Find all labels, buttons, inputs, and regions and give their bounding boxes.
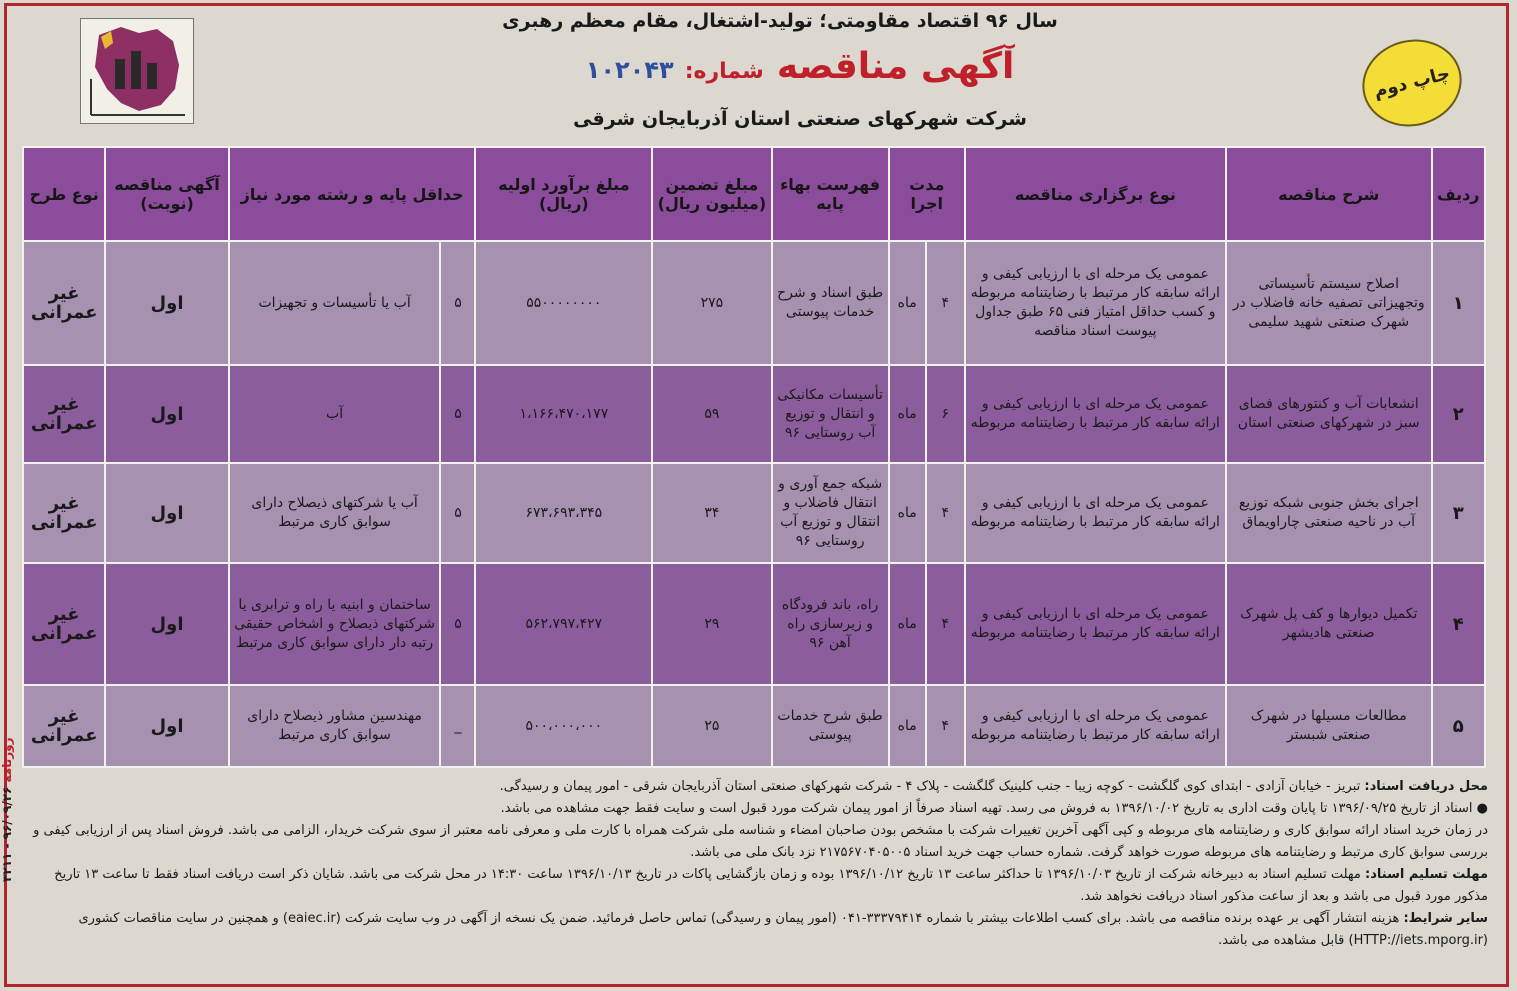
row-grade-number: _ [440,685,475,767]
document-location-label: محل دریافت اسناد: [1364,779,1488,794]
row-estimate: ۵۵۰۰۰۰۰۰۰۰ [475,241,652,365]
row-guarantee: ۵۹ [652,365,771,463]
row-kind: غیر عمرانی [23,365,105,463]
row-duration-number: ۶ [926,365,965,463]
row-grade: آب یا شرکتهای ذیصلاح دارای سوابق کاری مرتبط [229,463,441,563]
row-grade: مهندسین مشاور ذیصلاح دارای سوابق کاری مرتبط [229,685,441,767]
row-turn: اول [105,241,228,365]
submission-deadline-text: مهلت تسلیم اسناد به دبیرخانه شرکت از تاریخ ۱۳۹۶/۱۰/۰۳ تا حداکثر ساعت ۱۳ تاریخ ۱۳۹۶/۱۰/۱۲ بوده و زمان بازگشایی پاکات در تاریخ ۱۳۹۶/۱۰/۱۳ ساعت ۱۴:۳۰ در محل شرکت می باشد. شایان ذکر است دریافت اسناد فقط تا ساعت ۱۳ تاریخ مذکور مورد قبول می باشد و بعد از ساعت مذکور اسناد دریافت نخواهد شد. [54,867,1488,904]
table-row [23,563,1485,685]
row-pricelist: طبق اسناد و شرح خدمات پیوستی [772,241,889,365]
row-grade: آب یا تأسیسات و تجهیزات [229,241,441,365]
document-location-text: تبریز - خیابان آزادی - ابتدای کوی گلگشت - کوچه زیبا - جنب کلینیک گلگشت - پلاک ۴ - شرکت شهرکهای صنعتی استان آذربایجان شرقی - امور پیمان و رسیدگی. [499,779,1361,794]
header-guarantee: مبلغ تضمین (میلیون ریال) [652,147,771,241]
header-grade: حداقل پایه و رشته مورد نیاز [229,147,476,241]
row-kind: غیر عمرانی [23,563,105,685]
row-duration-unit: ماه [889,463,926,563]
header-description: شرح مناقصه [1226,147,1432,241]
row-grade-number: ۵ [440,365,475,463]
other-conditions-label: سایر شرایط: [1403,911,1488,926]
row-pricelist: راه، باند فرودگاه و زیرسازی راه آهن ۹۶ [772,563,889,685]
second-print-badge: چاپ دوم [1353,29,1471,137]
slogan: سال ۹۶ اقتصاد مقاومتی؛ تولید-اشتغال، مقام معظم رهبری [502,10,1058,32]
header-estimate: مبلغ برآورد اولیه (ریال) [475,147,652,241]
tender-number: ۱۰۲۰۴۳ [585,56,674,84]
table-row [23,463,1485,563]
row-turn: اول [105,563,228,685]
purchase-requirements: در زمان خرید اسناد ارائه سوابق کاری و رضایتنامه های مربوطه و کپی آگهی آخرین تغییرات شرکت با مشخص بودن صاحبان امضاء و شناسه ملی شرکت همراه با کارت ملی و معرفی نامه معتبر از سوی شرکت خریدار، الزامی می باشد. فروش اسناد پس از ارزیابی کیفی و بررسی سوابق کاری مرتبط و رضایتنامه های مربوطه صورت خواهد گرفت. شماره حساب جهت خرید اسناد ۲۱۷۵۶۷۰۴۰۵۰۰۵ نزد بانک ملی می باشد. [33,823,1488,860]
row-description: اصلاح سیستم تأسیساتی وتجهیزاتی تصفیه خانه فاضلاب در شهرک صنعتی شهید سلیمی [1226,241,1432,365]
row-duration-number: ۴ [926,563,965,685]
row-number: ۲ [1432,365,1485,463]
row-pricelist: تأسیسات مکانیکی و انتقال و توزیع آب روستایی ۹۶ [772,365,889,463]
row-number: ۳ [1432,463,1485,563]
terms-section [30,776,1488,952]
row-estimate: ۵۰۰،۰۰۰،۰۰۰ [475,685,652,767]
table-row [23,365,1485,463]
other-conditions [30,908,1488,952]
row-method: عمومی یک مرحله ای با ارزیابی کیفی و ارائه سابقه کار مرتبط با رضایتنامه مربوطه [965,563,1226,685]
row-duration-unit: ماه [889,563,926,685]
row-duration-unit: ماه [889,685,926,767]
row-kind: غیر عمرانی [23,463,105,563]
row-grade-number: ۵ [440,563,475,685]
row-guarantee: ۲۷۵ [652,241,771,365]
row-description: اجرای بخش جنوبی شبکه توزیع آب در ناحیه صنعتی چاراویماق [1226,463,1432,563]
other-conditions-text: هزینه انتشار آگهی بر عهده برنده مناقصه می باشد. برای کسب اطلاعات بیشتر با شماره ۳۳۳۷۹۴۱۴-۰۴۱ (امور پیمان و رسیدگی) تماس حاصل فرمائید. ضمن یک نسخه از آگهی در وب سایت شرکت (eaiec.ir) و همچنین در سایت مناقصات کشوری (HTTP://iets.mporg.ir) قابل مشاهده می باشد. [78,911,1488,948]
table-row [23,685,1485,767]
row-estimate: ۶۷۳،۶۹۳،۳۴۵ [475,463,652,563]
ad-title-block [560,46,1040,87]
company-name: شرکت شهرکهای صنعتی استان آذربایجان شرقی [573,108,1027,130]
header-pricelist: فهرست بهاء پایه [772,147,889,241]
row-method: عمومی یک مرحله ای با ارزیابی کیفی و ارائه سابقه کار مرتبط با رضایتنامه مربوطه [965,685,1226,767]
sale-period: ● اسناد از تاریخ ۱۳۹۶/۰۹/۲۵ تا پایان وقت اداری به تاریخ ۱۳۹۶/۱۰/۰۲ به فروش می رسد. تهیه اسناد صرفاً از امور پیمان شرکت مورد قبول است و سایت فقط جهت مشاهده می باشد. [500,801,1488,816]
submission-deadline-label: مهلت تسلیم اسناد: [1365,867,1488,882]
header-duration: مدت اجرا [889,147,965,241]
row-description: انشعابات آب و کنتورهای فضای سبز در شهرکهای صنعتی استان [1226,365,1432,463]
row-description: تکمیل دیوارها و کف پل شهرک صنعتی هادیشهر [1226,563,1432,685]
newspaper-ref: ۹۶/۰۹/۲۶ - ۳۲۱۱ [0,786,14,883]
row-number: ۱ [1432,241,1485,365]
submission-deadline [30,864,1488,908]
row-grade-number: ۵ [440,463,475,563]
row-duration-unit: ماه [889,365,926,463]
header-turn: آگهی مناقصه (نوبت) [105,147,228,241]
row-duration-number: ۴ [926,241,965,365]
row-guarantee: ۳۴ [652,463,771,563]
row-duration-number: ۴ [926,685,965,767]
row-duration-number: ۴ [926,463,965,563]
row-estimate: ۱،۱۶۶،۴۷۰،۱۷۷ [475,365,652,463]
header-method: نوع برگزاری مناقصه [965,147,1226,241]
row-method: عمومی یک مرحله ای با ارزیابی کیفی و ارائه سابقه کار مرتبط با رضایتنامه مربوطه [965,463,1226,563]
row-grade-number: ۵ [440,241,475,365]
row-number: ۵ [1432,685,1485,767]
row-guarantee: ۲۵ [652,685,771,767]
header-row-number: ردیف [1432,147,1485,241]
ad-title: آگهی مناقصه [776,46,1015,87]
row-duration-unit: ماه [889,241,926,365]
row-pricelist: شبکه جمع آوری و انتقال فاضلاب و انتقال و توزیع آب روستایی ۹۶ [772,463,889,563]
row-kind: غیر عمرانی [23,241,105,365]
company-logo [80,18,194,124]
row-method: عمومی یک مرحله ای با ارزیابی کیفی و ارائه سابقه کار مرتبط با رضایتنامه مربوطه [965,365,1226,463]
row-kind: غیر عمرانی [23,685,105,767]
document-location [30,776,1488,798]
number-label: شماره: [684,59,764,84]
row-number: ۴ [1432,563,1485,685]
newspaper-name: روزنامه [0,737,14,783]
row-guarantee: ۲۹ [652,563,771,685]
row-grade: آب [229,365,441,463]
row-grade: ساختمان و ابنیه یا راه و ترابری یا شرکتهای ذیصلاح و اشخاص حقیقی رتبه دار دارای سوابق کاری مرتبط [229,563,441,685]
row-turn: اول [105,685,228,767]
row-description: مطالعات مسیلها در شهرک صنعتی شبستر [1226,685,1432,767]
row-pricelist: طبق شرح خدمات پیوستی [772,685,889,767]
tender-table [22,146,1486,768]
row-turn: اول [105,463,228,563]
row-estimate: ۵۶۲،۷۹۷،۴۲۷ [475,563,652,685]
row-method: عمومی یک مرحله ای با ارزیابی کیفی و ارائه سابقه کار مرتبط با رضایتنامه مربوطه و کسب حداقل امتیاز فنی ۶۵ طبق جداول پیوست اسناد مناقصه [965,241,1226,365]
header-kind: نوع طرح [23,147,105,241]
row-turn: اول [105,365,228,463]
newspaper-strip [0,640,20,980]
table-row [23,241,1485,365]
